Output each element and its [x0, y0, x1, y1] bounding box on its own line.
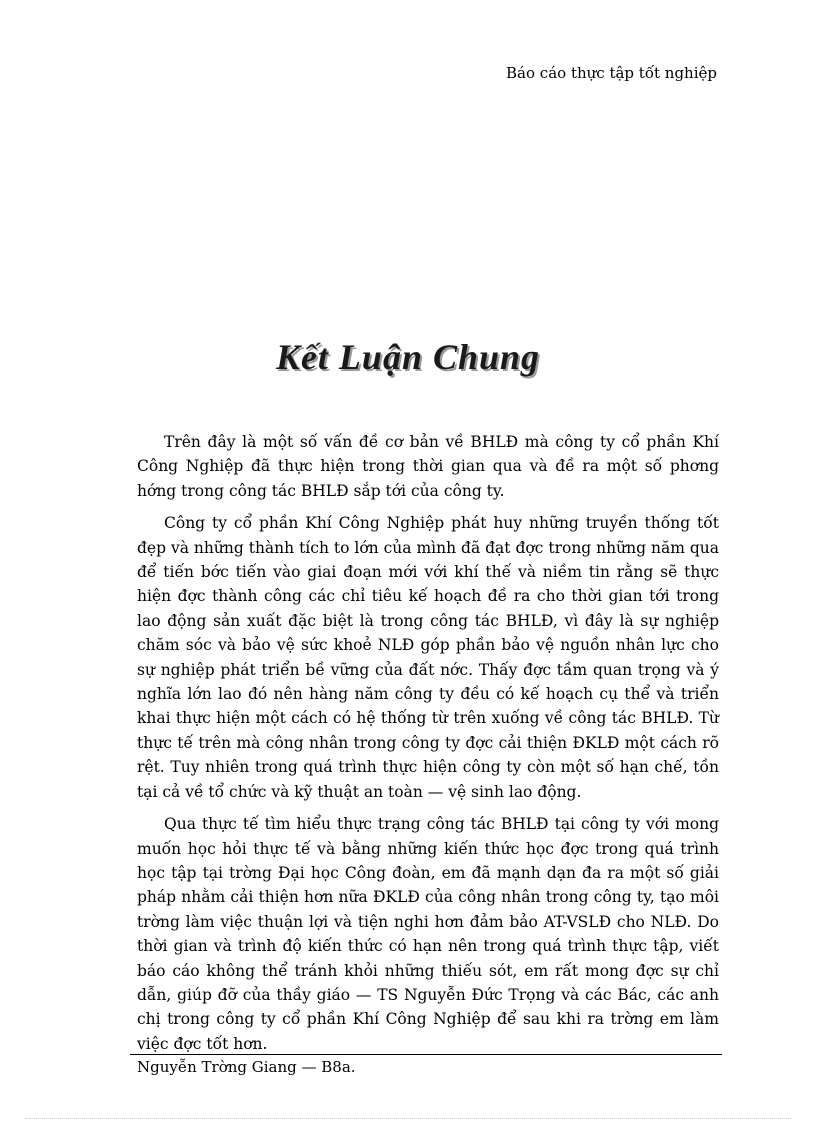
document-body [137, 430, 719, 1064]
paragraph-company: Công ty cổ phần Khí Công Nghiệp phát huy những truyền thống tốt đẹp và những thành tích to lớn của mình đã đạt đợc trong những năm qua để tiến bớc tiến vào giai đoạn mới với khí thế và niềm tin rằng sẽ thực hiện đợc thành công các chỉ tiêu kế hoạch đề ra cho thời gian tới trong lao động sản xuất đặc biệt là trong công tác BHLĐ, vì đây là sự nghiệp chăm sóc và bảo vệ sức khoẻ NLĐ góp phần bảo vệ nguồn nhân lực cho sự nghiệp phát triển bề vững của đất nớc. Thấy đợc tầm quan trọng và ý nghĩa lớn lao đó nên hàng năm công ty đều có kế hoạch cụ thể và triển khai thực hiện một cách có hệ thống từ trên xuống về công tác BHLĐ. Từ thực tế trên mà công nhân trong công ty đợc cải thiện ĐKLĐ một cách rõ rệt. Tuy nhiên trong quá trình thực hiện công ty còn một số hạn chế, tồn tại cả về tổ chức và kỹ thuật an toàn — vệ sinh lao động. [137, 514, 719, 801]
page-header: Báo cáo thực tập tốt nghiệp [506, 64, 717, 82]
page-footer: Nguyễn Trờng Giang — B8a. [137, 1058, 356, 1076]
paragraph-intro: Trên đây là một số vấn đề cơ bản về BHLĐ mà công ty cổ phần Khí Công Nghiệp đã thực hiện trong thời gian qua và đề ra một số phơng hớng trong công tác BHLĐ sắp tới của công ty. [137, 433, 719, 500]
page-bottom-border [25, 1118, 791, 1119]
paragraph-conclusion: Qua thực tế tìm hiểu thực trạng công tác BHLĐ tại công ty với mong muốn học hỏi thực tế và bằng những kiến thức học đợc trong quá trình học tập tại trờng Đại học Công đoàn, em đã mạnh dạn đa ra một số giải pháp nhằm cải thiện hơn nữa ĐKLĐ của công nhân trong công ty, tạo môi trờng làm việc thuận lợi và tiện nghi hơn đảm bảo AT-VSLĐ cho NLĐ. Do thời gian và trình độ kiến thức có hạn nên trong quá trình thực tập, viết báo cáo không thể tránh khỏi những thiếu sót, em rất mong đợc sự chỉ dẫn, giúp đỡ của thầy giáo — TS Nguyễn Đức Trọng và các Bác, các anh chị trong công ty cổ phần Khí Công Nghiệp để sau khi ra trờng em làm việc đợc tốt hơn. [137, 815, 719, 1053]
page-title: Kết Luận Chung [275, 337, 541, 377]
footer-divider [130, 1054, 722, 1055]
